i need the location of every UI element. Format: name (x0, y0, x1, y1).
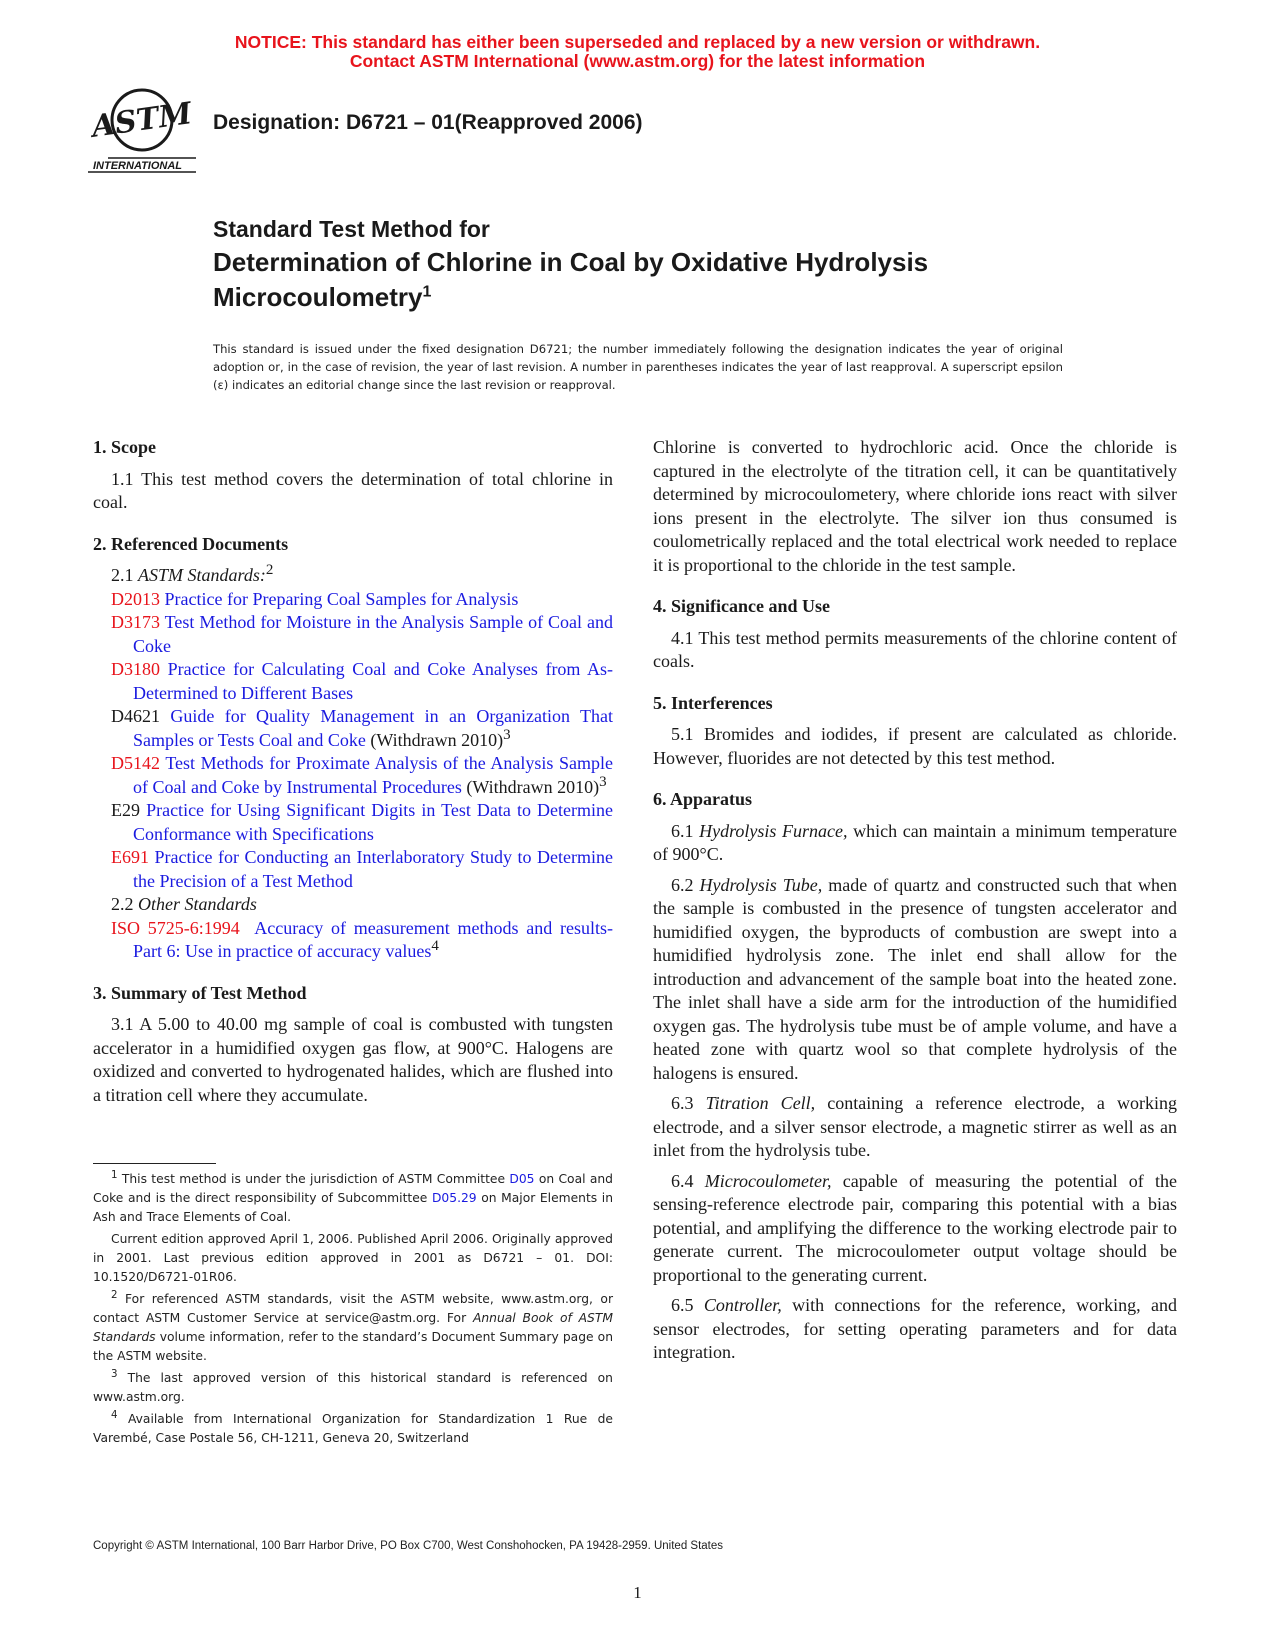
title-line-2: Determination of Chlorine in Coal by Oxidative Hydrolysis (213, 247, 929, 277)
ref-item[interactable]: D3173 Test Method for Moisture in the Analysis Sample of Coal and Coke (111, 612, 613, 656)
footnote-1: $^1$ This test method is under the jurisdiction of ASTM Committee D05 on Coal and Coke and is the direct responsibility of Subcommittee D05.29 on Major Elements in Ash and Trace Elements of Coal. (93, 1168, 614, 1224)
interferences-heading: 5. Interferences (653, 692, 773, 713)
refdocs-heading: 2. Referenced Documents (93, 533, 289, 554)
page-number: 1 (633, 1583, 642, 1602)
title-line-3: Microcoulometry (213, 282, 423, 312)
subcommittee-link[interactable]: D05.29 (431, 1191, 477, 1205)
left-column (93, 436, 613, 1107)
summary-heading: 3. Summary of Test Method (93, 982, 307, 1003)
apparatus-heading: 6. Apparatus (653, 789, 753, 809)
summary-3-1: 3.1 A 5.00 to 40.00 mg sample of coal is combusted with tungsten accelerator in a humidified oxygen gas flow, at 900°C. Halogens are oxidized and converted to hydrogenated halides, which are flushed into a titration cell where they accumulate. (93, 1014, 613, 1105)
logo-letters: ASTM (89, 96, 194, 145)
refdocs-2-2: 2.2 Other Standards (111, 894, 257, 914)
summary-continued: Chlorine is converted to hydrochloric acid. Once the chloride is captured in the electrolyte of the titration cell, it can be quantitatively determined by microcoulometery, where chloride ions react with silver ions present in the electrolyte. The silver ion thus consumed is coulometrically replaced and the total electrical work needed to replace it is proportional to the chloride in the test sample. (653, 437, 1177, 575)
ref-item[interactable]: D4621 Guide for Quality Management in an Organization That Samples or Tests Coal and Coke (Withdrawn 2010)$^3$ (111, 706, 614, 750)
notice-line-1: NOTICE: This standard has either been superseded and replaced by a new version or withdrawn. (234, 32, 1041, 52)
scope-heading: 1. Scope (93, 437, 156, 457)
designation: Designation: D6721 – 01(Reapproved 2006) (213, 111, 643, 134)
ref-item[interactable]: E691 Practice for Conducting an Interlaboratory Study to Determine the Precision of a Test Method (111, 847, 613, 891)
significance-heading: 4. Significance and Use (653, 596, 831, 616)
footnotes (93, 1170, 613, 1448)
issue-note: This standard is issued under the fixed designation D6721; the number immediately following the designation indicates the year of original adoption or, in the case of revision, the year of last revision. A number in parentheses indicates the year of last reapproval. A superscript epsilon (ε) indicates an editorial change since the last revision or reapproval. (213, 342, 1063, 392)
ref-item[interactable]: D5142 Test Methods for Proximate Analysis of the Analysis Sample of Coal and Coke by Instrumental Procedures (Withdrawn 2010)$^3$ (111, 753, 613, 797)
footnote-4: $^4$ Available from International Organization for Standardization 1 Rue de Varembé, Case Postale 56, CH-1211, Geneva 20, Switzerland (93, 1408, 613, 1445)
title-line-1: Standard Test Method for (213, 216, 490, 242)
logo-international-text: INTERNATIONAL (93, 160, 183, 172)
apparatus-6-4: 6.4 Microcoulometer, capable of measuring the potential of the sensing-reference electrode pair, comparing this potential with a bias potential, and amplifying the difference to the working electrode pair to generate current. The microcoulometer output voltage should be proportional to the generating current. (653, 1170, 1178, 1285)
apparatus-6-3: 6.3 Titration Cell, containing a reference electrode, a working electrode, and a silver sensor electrode, a magnetic stirrer as well as an inlet from the hydrolysis tube. (653, 1093, 1177, 1160)
footnote-divider (93, 1163, 216, 1164)
notice-line-2: Contact ASTM International (www.astm.org) for the latest information (349, 51, 926, 71)
apparatus-6-5: 6.5 Controller, with connections for the reference, working, and sensor electrodes, for setting operating parameters and for data integration. (653, 1295, 1178, 1362)
ref-item-iso[interactable]: ISO 5725-6:1994 Accuracy of measurement methods and results-Part 6: Use in practice of accuracy values$^4$ (111, 917, 613, 961)
ref-item[interactable]: E29 Practice for Using Significant Digits in Test Data to Determine Conformance with Specifications (111, 800, 614, 844)
refdocs-2-1: 2.1 ASTM Standards:$^2$ (111, 562, 274, 585)
footnote-3: $^3$ The last approved version of this historical standard is referenced on www.astm.org. (93, 1367, 613, 1404)
document-title (213, 214, 928, 314)
footnote-1-edition: Current edition approved April 1, 2006. Published April 2006. Originally approved in 2001. Last previous edition approved in 2001 as D6721 – 01. DOI: 10.1520/D6721-01R06. (93, 1232, 613, 1284)
apparatus-6-2: 6.2 Hydrolysis Tube, made of quartz and constructed such that when the sample is combusted in the presence of tungsten accelerator and humidified oxygen, the byproducts of combustion are swept into a humidified hydrolysis zone. The inlet end shall allow for the introduction and advancement of the sample boat into the heated zone. The inlet shall have a side arm for the introduction of the humidified oxygen gas. The hydrolysis tube must be of ample volume, and have a heated zone with quartz wool so that complete hydrolysis of the halogens is ensured. (653, 874, 1177, 1083)
committee-link[interactable]: D05 (509, 1172, 535, 1186)
copyright-line: Copyright © ASTM International, 100 Barr Harbor Drive, PO Box C700, West Conshohocken, PA 19428-2959. United States (93, 1540, 724, 1552)
apparatus-6-1: 6.1 Hydrolysis Furnace, which can maintain a minimum temperature of 900°C. (653, 820, 1177, 864)
title-footnote-ref[interactable]: 1 (422, 283, 432, 301)
interferences-5-1: 5.1 Bromides and iodides, if present are calculated as chloride. However, fluorides are not detected by this test method. (653, 724, 1177, 768)
footnote-2: $^2$ For referenced ASTM standards, visit the ASTM website, www.astm.org, or contact ASTM Customer Service at service@astm.org. For Annual Book of ASTM Standards volume information, refer to the standard’s Document Summary page on the ASTM website. (93, 1288, 613, 1363)
ref-item[interactable]: D3180 Practice for Calculating Coal and Coke Analyses from As-Determined to Different Bases (111, 659, 614, 703)
scope-1-1: 1.1 This test method covers the determination of total chlorine in coal. (93, 468, 613, 512)
significance-4-1: 4.1 This test method permits measurements of the chlorine content of coals. (653, 627, 1177, 671)
ref-item[interactable]: D2013 Practice for Preparing Coal Samples for Analysis (111, 588, 519, 609)
supersede-notice (0, 33, 1275, 71)
right-column (653, 436, 1177, 1365)
astm-logo (88, 82, 198, 182)
